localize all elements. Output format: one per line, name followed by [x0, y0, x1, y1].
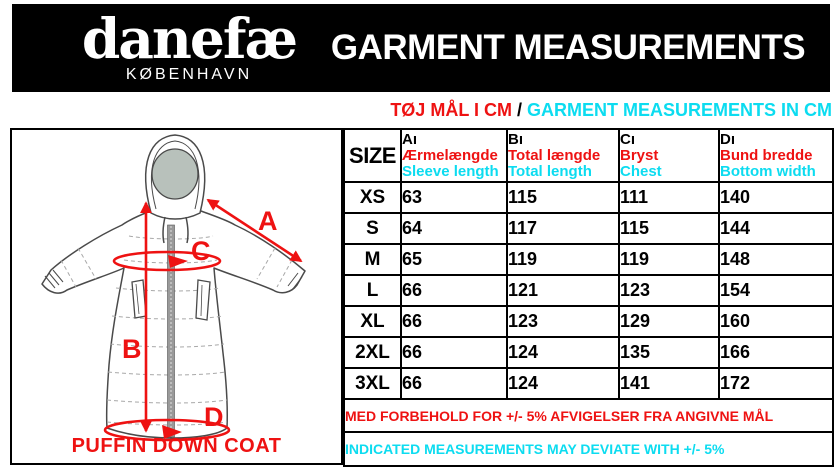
column-header-a	[401, 129, 507, 182]
column-header-b	[507, 129, 619, 182]
size-cell: 2XL	[344, 337, 401, 368]
value-cell: 66	[401, 368, 507, 399]
brand-city: KØBENHAVN	[125, 65, 253, 83]
column-code-d: Dı	[720, 130, 735, 148]
column-english-a: Sleeve length	[402, 162, 499, 180]
column-header-c	[619, 129, 719, 182]
note-row-english	[344, 432, 833, 466]
size-column-header: SIZE	[344, 129, 401, 182]
column-code-b: Bı	[508, 130, 523, 148]
value-cell: 121	[507, 275, 619, 306]
size-table	[343, 128, 834, 467]
table-row-3xl	[344, 368, 833, 399]
value-cell: 66	[401, 275, 507, 306]
value-cell: 115	[507, 182, 619, 213]
table-row-s	[344, 213, 833, 244]
value-cell: 166	[719, 337, 833, 368]
note-english: INDICATED MEASUREMENTS MAY DEVIATE WITH +/- 5%	[344, 432, 833, 466]
table-row-m	[344, 244, 833, 275]
value-cell: 154	[719, 275, 833, 306]
column-english-b: Total length	[508, 162, 592, 180]
value-cell: 115	[619, 213, 719, 244]
column-danish-c: Bryst	[620, 146, 659, 164]
label-a: A	[258, 206, 278, 236]
brand-logo	[64, 5, 314, 84]
size-cell: S	[344, 213, 401, 244]
value-cell: 63	[401, 182, 507, 213]
column-danish-a: Ærmelængde	[402, 146, 498, 164]
column-header-d	[719, 129, 833, 182]
value-cell: 144	[719, 213, 833, 244]
subtitle-english: GARMENT MEASUREMENTS IN CM	[527, 99, 832, 120]
table-header-row	[344, 129, 833, 182]
value-cell: 124	[507, 337, 619, 368]
table-row-l	[344, 275, 833, 306]
table-row-xs	[344, 182, 833, 213]
value-cell: 148	[719, 244, 833, 275]
value-cell: 117	[507, 213, 619, 244]
value-cell: 135	[619, 337, 719, 368]
value-cell: 172	[719, 368, 833, 399]
value-cell: 66	[401, 306, 507, 337]
value-cell: 119	[507, 244, 619, 275]
value-cell: 140	[719, 182, 833, 213]
column-english-d: Bottom width	[720, 162, 816, 180]
hood-opening	[152, 149, 198, 199]
column-danish-b: Total længde	[508, 146, 601, 164]
garment-illustration-box	[10, 128, 343, 465]
subtitle-separator: /	[511, 99, 527, 120]
subtitle-danish: TØJ MÅL I CM	[390, 99, 512, 120]
value-cell: 119	[619, 244, 719, 275]
value-cell: 123	[619, 275, 719, 306]
value-cell: 123	[507, 306, 619, 337]
column-code-a: Aı	[402, 130, 417, 148]
subtitle	[343, 97, 832, 123]
value-cell: 160	[719, 306, 833, 337]
label-b: B	[122, 334, 142, 364]
label-c: C	[191, 236, 211, 266]
value-cell: 65	[401, 244, 507, 275]
illustration-caption: PUFFIN DOWN COAT	[71, 435, 282, 457]
brand-name: danefæ	[81, 5, 297, 71]
size-cell: XL	[344, 306, 401, 337]
value-cell: 129	[619, 306, 719, 337]
size-cell: M	[344, 244, 401, 275]
column-danish-d: Bund bredde	[720, 146, 813, 164]
value-cell: 124	[507, 368, 619, 399]
table-row-xl	[344, 306, 833, 337]
page-title: GARMENT MEASUREMENTS	[330, 28, 806, 67]
size-cell: 3XL	[344, 368, 401, 399]
table-row-2xl	[344, 337, 833, 368]
note-row-danish	[344, 399, 833, 432]
value-cell: 66	[401, 337, 507, 368]
size-cell: L	[344, 275, 401, 306]
header-bar	[12, 4, 830, 92]
value-cell: 141	[619, 368, 719, 399]
value-cell: 64	[401, 213, 507, 244]
coat-illustration	[12, 130, 341, 463]
value-cell: 111	[619, 182, 719, 213]
note-danish: MED FORBEHOLD FOR +/- 5% AFVIGELSER FRA ANGIVNE MÅL	[344, 399, 833, 432]
column-english-c: Chest	[620, 162, 662, 180]
size-cell: XS	[344, 182, 401, 213]
column-code-c: Cı	[620, 130, 635, 148]
label-d: D	[204, 402, 224, 432]
